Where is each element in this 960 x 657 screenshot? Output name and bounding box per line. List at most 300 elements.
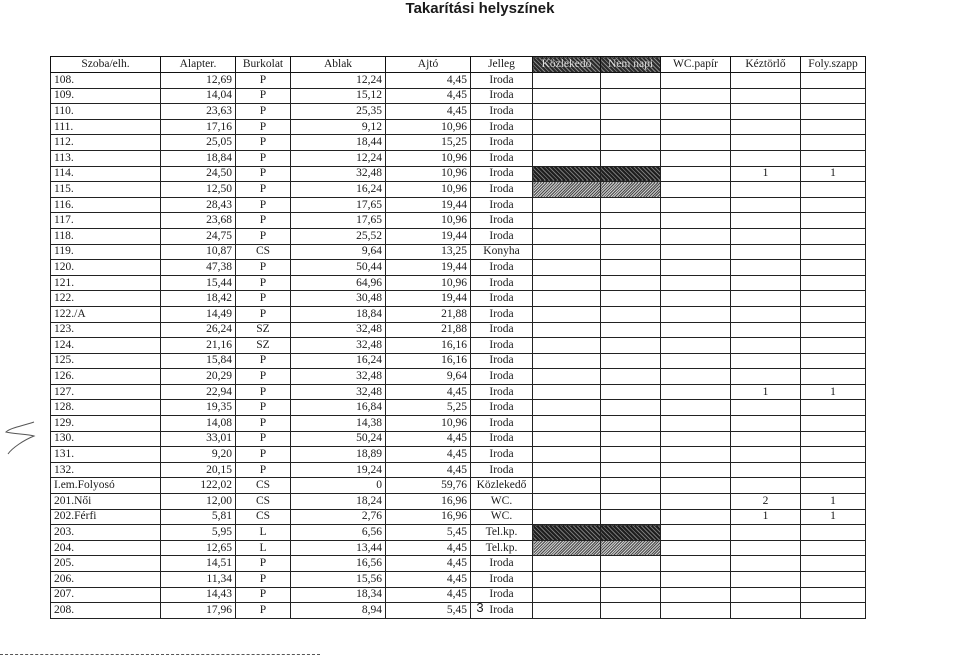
not-daily-cell [601,322,661,338]
not-daily-cell [601,244,661,260]
area-cell: 17,96 [161,603,236,619]
usage-cell: Iroda [471,556,533,572]
room-cell: 117. [51,213,161,229]
room-cell: 115. [51,182,161,198]
toilet-paper-cell [661,228,731,244]
area-cell: 12,50 [161,182,236,198]
door-cell: 4,45 [386,587,471,603]
soap-cell [801,291,866,307]
floor-type-cell: P [236,260,291,276]
table-row [51,431,866,447]
area-cell: 14,51 [161,556,236,572]
area-cell: 22,94 [161,384,236,400]
area-cell: 14,49 [161,306,236,322]
table-row [51,73,866,89]
usage-cell: Iroda [471,150,533,166]
toilet-paper-cell [661,447,731,463]
corridor-cell [533,322,601,338]
usage-cell: Iroda [471,197,533,213]
corridor-cell [533,509,601,525]
table-row [51,150,866,166]
corridor-cell [533,228,601,244]
floor-type-cell: P [236,291,291,307]
header-soap: Foly.szapp [801,57,866,73]
usage-cell: WC. [471,509,533,525]
window-cell: 16,24 [291,182,386,198]
window-cell: 18,44 [291,135,386,151]
area-cell: 15,84 [161,353,236,369]
door-cell: 4,45 [386,73,471,89]
toilet-paper-cell [661,494,731,510]
floor-type-cell: CS [236,244,291,260]
area-cell: 12,00 [161,494,236,510]
table-row [51,197,866,213]
toilet-paper-cell [661,73,731,89]
towel-cell [731,540,801,556]
toilet-paper-cell [661,540,731,556]
usage-cell: Iroda [471,572,533,588]
floor-type-cell: P [236,104,291,120]
not-daily-cell [601,182,661,198]
towel-cell [731,244,801,260]
table-row [51,400,866,416]
door-cell: 4,45 [386,431,471,447]
floor-type-cell: L [236,525,291,541]
towel-cell [731,228,801,244]
header-toilet-paper: WC.papír [661,57,731,73]
door-cell: 5,25 [386,400,471,416]
room-cell: 132. [51,462,161,478]
window-cell: 8,94 [291,603,386,619]
table-row [51,119,866,135]
window-cell: 16,84 [291,400,386,416]
not-daily-cell [601,478,661,494]
towel-cell [731,291,801,307]
toilet-paper-cell [661,150,731,166]
usage-cell: Iroda [471,260,533,276]
soap-cell: 1 [801,509,866,525]
floor-type-cell: P [236,587,291,603]
floor-type-cell: CS [236,494,291,510]
usage-cell: Iroda [471,384,533,400]
floor-type-cell: P [236,369,291,385]
towel-cell [731,338,801,354]
area-cell: 14,43 [161,587,236,603]
soap-cell [801,182,866,198]
toilet-paper-cell [661,182,731,198]
window-cell: 12,24 [291,150,386,166]
floor-type-cell: P [236,353,291,369]
toilet-paper-cell [661,244,731,260]
room-cell: 119. [51,244,161,260]
window-cell: 64,96 [291,275,386,291]
page-number: 3 [476,600,484,615]
window-cell: 18,24 [291,494,386,510]
table-row [51,135,866,151]
door-cell: 4,45 [386,384,471,400]
toilet-paper-cell [661,338,731,354]
usage-cell: Konyha [471,244,533,260]
towel-cell [731,400,801,416]
usage-cell: Iroda [471,135,533,151]
not-daily-cell [601,572,661,588]
soap-cell [801,150,866,166]
door-cell: 16,16 [386,338,471,354]
table-row [51,291,866,307]
door-cell: 19,44 [386,260,471,276]
not-daily-cell [601,400,661,416]
corridor-cell [533,213,601,229]
soap-cell [801,353,866,369]
towel-cell [731,416,801,432]
area-cell: 23,63 [161,104,236,120]
door-cell: 16,16 [386,353,471,369]
table-row [51,447,866,463]
window-cell: 17,65 [291,213,386,229]
corridor-cell [533,462,601,478]
floor-type-cell: CS [236,478,291,494]
corridor-cell [533,88,601,104]
area-cell: 24,75 [161,228,236,244]
toilet-paper-cell [661,400,731,416]
door-cell: 4,45 [386,88,471,104]
area-cell: 19,35 [161,400,236,416]
window-cell: 50,44 [291,260,386,276]
door-cell: 15,25 [386,135,471,151]
door-cell: 4,45 [386,572,471,588]
corridor-cell [533,494,601,510]
area-cell: 12,65 [161,540,236,556]
door-cell: 19,44 [386,197,471,213]
toilet-paper-cell [661,572,731,588]
toilet-paper-cell [661,291,731,307]
table-row [51,338,866,354]
area-cell: 10,87 [161,244,236,260]
towel-cell: 1 [731,166,801,182]
corridor-cell [533,150,601,166]
room-cell: 109. [51,88,161,104]
soap-cell [801,119,866,135]
margin-scribble [4,418,40,458]
towel-cell [731,119,801,135]
floor-type-cell: P [236,197,291,213]
usage-cell: Iroda [471,338,533,354]
header-row [51,57,866,73]
window-cell: 2,76 [291,509,386,525]
table-row [51,182,866,198]
room-cell: 111. [51,119,161,135]
floor-type-cell: P [236,135,291,151]
soap-cell [801,572,866,588]
towel-cell [731,73,801,89]
toilet-paper-cell [661,166,731,182]
towel-cell [731,182,801,198]
window-cell: 32,48 [291,338,386,354]
room-cell: 114. [51,166,161,182]
door-cell: 5,45 [386,603,471,619]
area-cell: 9,20 [161,447,236,463]
table-row [51,509,866,525]
usage-cell: Iroda [471,447,533,463]
header-type: Jelleg [471,57,533,73]
door-cell: 5,45 [386,525,471,541]
table-row [51,540,866,556]
usage-cell: Iroda [471,166,533,182]
usage-cell: Iroda [471,73,533,89]
soap-cell [801,135,866,151]
window-cell: 50,24 [291,431,386,447]
towel-cell: 1 [731,509,801,525]
not-daily-cell [601,525,661,541]
towel-cell [731,275,801,291]
floor-type-cell: P [236,213,291,229]
area-cell: 11,34 [161,572,236,588]
floor-type-cell: P [236,556,291,572]
door-cell: 21,88 [386,306,471,322]
area-cell: 14,04 [161,88,236,104]
header-room: Szoba/elh. [51,57,161,73]
window-cell: 6,56 [291,525,386,541]
door-cell: 10,96 [386,416,471,432]
toilet-paper-cell [661,525,731,541]
room-cell: 122. [51,291,161,307]
soap-cell [801,431,866,447]
towel-cell [731,135,801,151]
corridor-cell [533,135,601,151]
table-row [51,525,866,541]
not-daily-cell [601,135,661,151]
floor-type-cell: P [236,447,291,463]
usage-cell: Iroda [471,306,533,322]
towel-cell [731,462,801,478]
floor-type-cell: P [236,88,291,104]
toilet-paper-cell [661,462,731,478]
floor-type-cell: CS [236,509,291,525]
floor-type-cell: P [236,166,291,182]
room-cell: 118. [51,228,161,244]
door-cell: 10,96 [386,213,471,229]
corridor-cell [533,197,601,213]
room-cell: 131. [51,447,161,463]
room-cell: 130. [51,431,161,447]
door-cell: 10,96 [386,182,471,198]
table-row [51,260,866,276]
towel-cell [731,213,801,229]
not-daily-cell [601,384,661,400]
towel-cell: 2 [731,494,801,510]
door-cell: 16,96 [386,494,471,510]
towel-cell [731,104,801,120]
soap-cell [801,322,866,338]
header-floor: Burkolat [236,57,291,73]
room-cell: 206. [51,572,161,588]
soap-cell [801,104,866,120]
table-row [51,556,866,572]
floor-type-cell: P [236,384,291,400]
window-cell: 30,48 [291,291,386,307]
toilet-paper-cell [661,275,731,291]
usage-cell: Iroda [471,369,533,385]
floor-type-cell: P [236,462,291,478]
window-cell: 25,52 [291,228,386,244]
window-cell: 32,48 [291,322,386,338]
table-row [51,213,866,229]
floor-type-cell: P [236,603,291,619]
usage-cell: Iroda [471,416,533,432]
floor-type-cell: P [236,572,291,588]
table-row [51,166,866,182]
soap-cell [801,275,866,291]
towel-cell [731,88,801,104]
area-cell: 18,84 [161,150,236,166]
corridor-cell [533,525,601,541]
room-cell: 208. [51,603,161,619]
usage-cell: Iroda [471,322,533,338]
not-daily-cell [601,119,661,135]
not-daily-cell [601,369,661,385]
room-cell: 127. [51,384,161,400]
window-cell: 16,24 [291,353,386,369]
area-cell: 33,01 [161,431,236,447]
room-cell: 108. [51,73,161,89]
door-cell: 4,45 [386,540,471,556]
corridor-cell [533,540,601,556]
area-cell: 12,69 [161,73,236,89]
table-row [51,572,866,588]
towel-cell: 1 [731,384,801,400]
door-cell: 4,45 [386,104,471,120]
area-cell: 28,43 [161,197,236,213]
corridor-cell [533,119,601,135]
toilet-paper-cell [661,369,731,385]
area-cell: 5,81 [161,509,236,525]
soap-cell [801,260,866,276]
corridor-cell [533,166,601,182]
corridor-cell [533,306,601,322]
door-cell: 10,96 [386,166,471,182]
corridor-cell [533,275,601,291]
door-cell: 19,44 [386,291,471,307]
not-daily-cell [601,275,661,291]
room-cell: 125. [51,353,161,369]
usage-cell: Tel.kp. [471,540,533,556]
header-door: Ajtó [386,57,471,73]
area-cell: 24,50 [161,166,236,182]
not-daily-cell [601,150,661,166]
room-cell: 207. [51,587,161,603]
not-daily-cell [601,494,661,510]
toilet-paper-cell [661,88,731,104]
table-row [51,416,866,432]
not-daily-cell [601,431,661,447]
usage-cell: Iroda [471,213,533,229]
towel-cell [731,431,801,447]
soap-cell [801,338,866,354]
soap-cell [801,447,866,463]
corridor-cell [533,338,601,354]
area-cell: 20,29 [161,369,236,385]
toilet-paper-cell [661,431,731,447]
soap-cell: 1 [801,494,866,510]
door-cell: 19,44 [386,228,471,244]
window-cell: 9,64 [291,244,386,260]
soap-cell [801,400,866,416]
window-cell: 14,38 [291,416,386,432]
header-towel: Kéztörlő [731,57,801,73]
toilet-paper-cell [661,478,731,494]
toilet-paper-cell [661,197,731,213]
toilet-paper-cell [661,104,731,120]
soap-cell [801,73,866,89]
floor-type-cell: P [236,400,291,416]
table-row [51,462,866,478]
usage-cell: Iroda [471,431,533,447]
soap-cell: 1 [801,384,866,400]
floor-type-cell: P [236,119,291,135]
table-row [51,384,866,400]
corridor-cell [533,369,601,385]
soap-cell [801,540,866,556]
area-cell: 21,16 [161,338,236,354]
room-cell: 123. [51,322,161,338]
toilet-paper-cell [661,384,731,400]
corridor-cell [533,447,601,463]
corridor-cell [533,73,601,89]
window-cell: 32,48 [291,384,386,400]
soap-cell [801,213,866,229]
toilet-paper-cell [661,135,731,151]
room-cell: 128. [51,400,161,416]
corridor-cell [533,104,601,120]
door-cell: 13,25 [386,244,471,260]
not-daily-cell [601,260,661,276]
window-cell: 9,12 [291,119,386,135]
room-cell: I.em.Folyosó [51,478,161,494]
soap-cell [801,525,866,541]
soap-cell [801,369,866,385]
window-cell: 17,65 [291,197,386,213]
table-row [51,369,866,385]
footer-rule [0,654,320,655]
towel-cell [731,306,801,322]
corridor-cell [533,244,601,260]
room-cell: 120. [51,260,161,276]
towel-cell [731,150,801,166]
door-cell: 10,96 [386,150,471,166]
table-body [51,73,866,619]
soap-cell [801,306,866,322]
toilet-paper-cell [661,416,731,432]
towel-cell [731,572,801,588]
toilet-paper-cell [661,213,731,229]
floor-type-cell: P [236,275,291,291]
corridor-cell [533,260,601,276]
table-row [51,322,866,338]
corridor-cell [533,572,601,588]
floor-type-cell: P [236,431,291,447]
header-area: Alapter. [161,57,236,73]
window-cell: 12,24 [291,73,386,89]
table-row [51,244,866,260]
not-daily-cell [601,338,661,354]
not-daily-cell [601,73,661,89]
window-cell: 18,34 [291,587,386,603]
window-cell: 15,56 [291,572,386,588]
towel-cell [731,556,801,572]
towel-cell [731,353,801,369]
floor-type-cell: P [236,228,291,244]
header-window: Ablak [291,57,386,73]
